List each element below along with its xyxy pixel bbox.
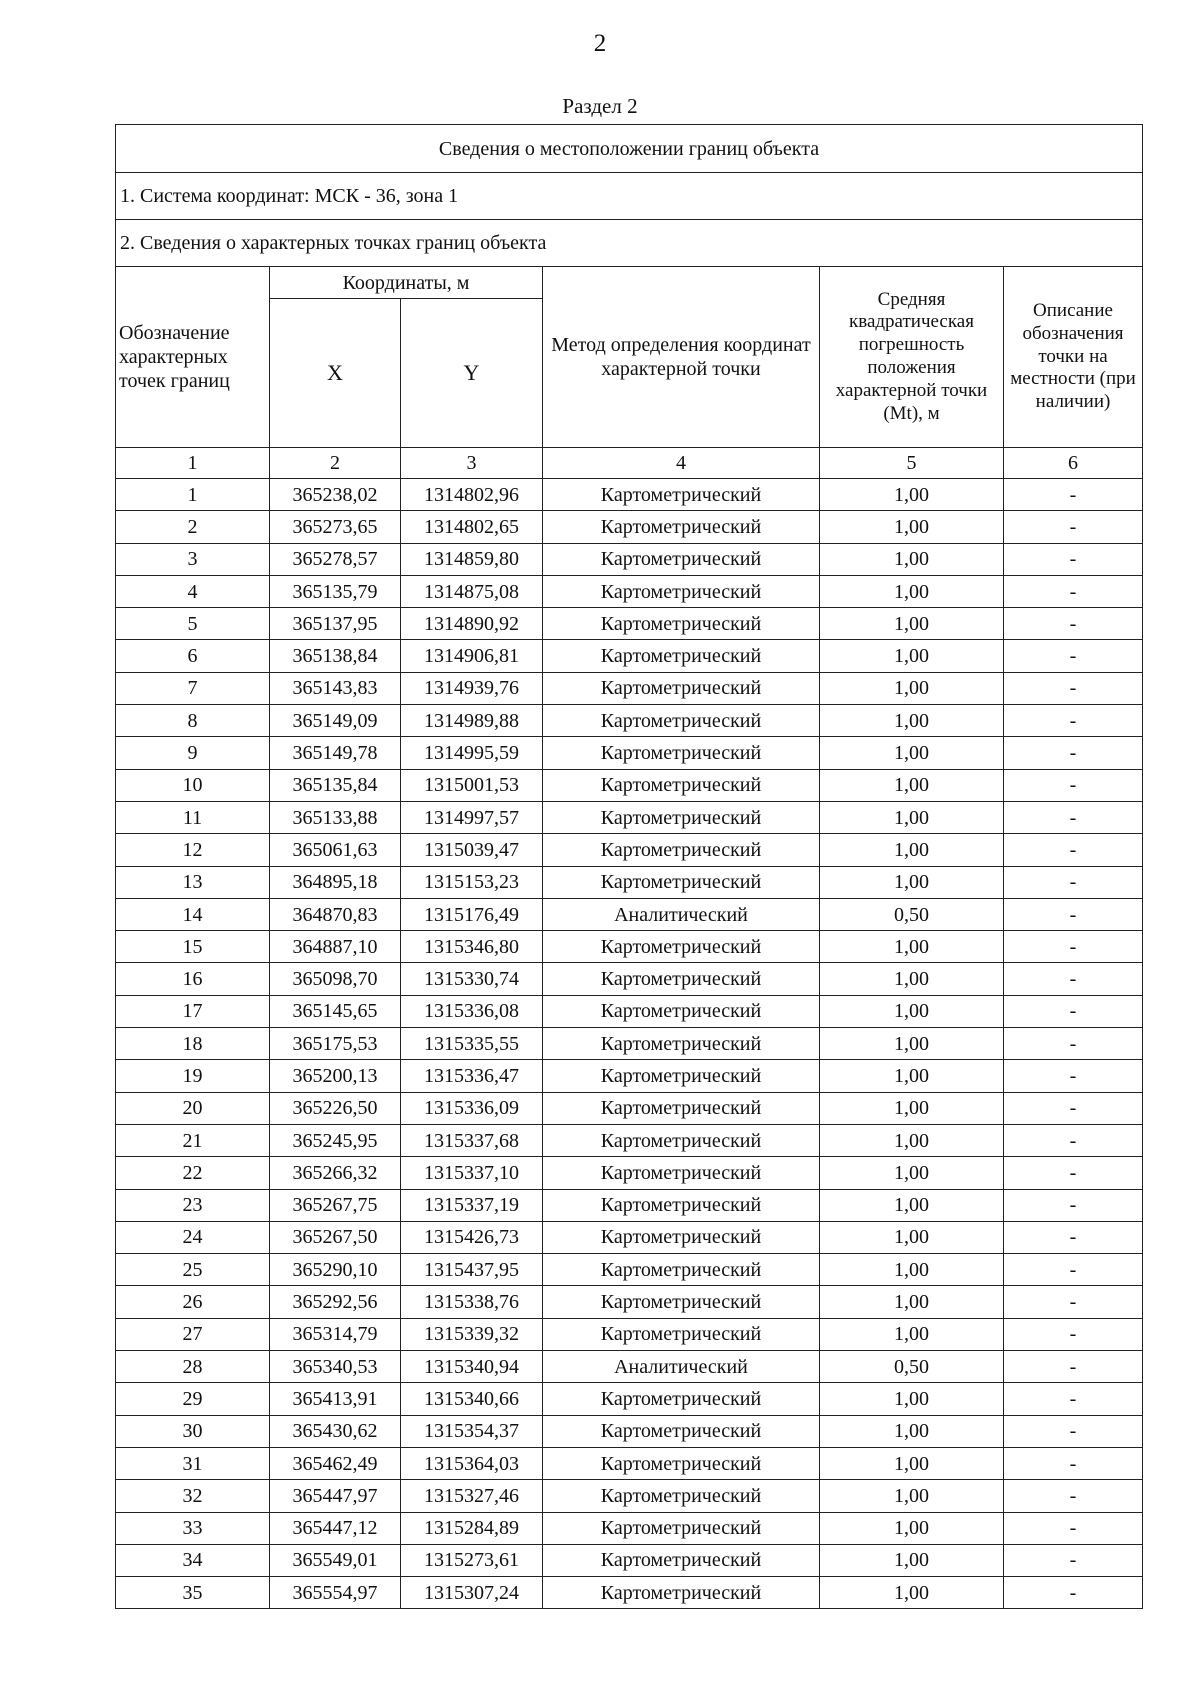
y-coordinate-cell: 1314802,96 (401, 479, 543, 511)
x-coordinate-cell: 365413,91 (270, 1383, 401, 1415)
y-coordinate-cell: 1315336,08 (401, 995, 543, 1027)
description-cell: - (1004, 1351, 1143, 1383)
x-coordinate-cell: 365145,65 (270, 995, 401, 1027)
x-coordinate-cell: 365098,70 (270, 963, 401, 995)
accuracy-cell: 1,00 (820, 963, 1004, 995)
table-row (116, 1124, 1143, 1156)
y-coordinate-cell: 1315284,89 (401, 1512, 543, 1544)
accuracy-cell: 1,00 (820, 640, 1004, 672)
accuracy-cell: 1,00 (820, 995, 1004, 1027)
description-cell: - (1004, 1124, 1143, 1156)
x-coordinate-cell: 365149,09 (270, 705, 401, 737)
point-number-cell: 34 (116, 1544, 270, 1576)
point-number-cell: 4 (116, 575, 270, 607)
point-number-cell: 32 (116, 1480, 270, 1512)
y-coordinate-cell: 1315426,73 (401, 1221, 543, 1253)
description-cell: - (1004, 1092, 1143, 1124)
x-coordinate-cell: 365554,97 (270, 1577, 401, 1609)
x-coordinate-cell: 365226,50 (270, 1092, 401, 1124)
x-coordinate-cell: 365135,84 (270, 769, 401, 801)
point-number-cell: 29 (116, 1383, 270, 1415)
x-coordinate-cell: 365238,02 (270, 479, 401, 511)
x-coordinate-cell: 365447,97 (270, 1480, 401, 1512)
method-cell: Картометрический (543, 1286, 820, 1318)
y-coordinate-cell: 1315340,94 (401, 1351, 543, 1383)
y-coordinate-cell: 1315346,80 (401, 931, 543, 963)
point-number-cell: 9 (116, 737, 270, 769)
header-x: X (270, 299, 401, 448)
method-cell: Картометрический (543, 511, 820, 543)
point-number-cell: 14 (116, 898, 270, 930)
description-cell: - (1004, 769, 1143, 801)
method-cell: Картометрический (543, 1060, 820, 1092)
description-cell: - (1004, 608, 1143, 640)
accuracy-cell: 1,00 (820, 1447, 1004, 1479)
accuracy-cell: 1,00 (820, 1577, 1004, 1609)
accuracy-cell: 1,00 (820, 1415, 1004, 1447)
method-cell: Картометрический (543, 1577, 820, 1609)
y-coordinate-cell: 1315001,53 (401, 769, 543, 801)
method-cell: Картометрический (543, 737, 820, 769)
table-row (116, 801, 1143, 833)
y-coordinate-cell: 1315339,32 (401, 1318, 543, 1350)
x-coordinate-cell: 365273,65 (270, 511, 401, 543)
method-cell: Картометрический (543, 1447, 820, 1479)
x-coordinate-cell: 365245,95 (270, 1124, 401, 1156)
x-coordinate-cell: 365133,88 (270, 801, 401, 833)
table-row (116, 866, 1143, 898)
description-cell: - (1004, 1028, 1143, 1060)
column-number: 6 (1004, 448, 1143, 479)
table-row (116, 543, 1143, 575)
header-coordinates: Координаты, м (270, 267, 543, 299)
accuracy-cell: 1,00 (820, 608, 1004, 640)
y-coordinate-cell: 1315327,46 (401, 1480, 543, 1512)
description-cell: - (1004, 640, 1143, 672)
point-number-cell: 2 (116, 511, 270, 543)
point-number-cell: 15 (116, 931, 270, 963)
description-cell: - (1004, 705, 1143, 737)
accuracy-cell: 0,50 (820, 898, 1004, 930)
y-coordinate-cell: 1315153,23 (401, 866, 543, 898)
section-title: Раздел 2 (562, 94, 638, 118)
y-coordinate-cell: 1315330,74 (401, 963, 543, 995)
description-cell: - (1004, 1383, 1143, 1415)
y-coordinate-cell: 1315337,10 (401, 1157, 543, 1189)
description-cell: - (1004, 866, 1143, 898)
description-cell: - (1004, 672, 1143, 704)
description-cell: - (1004, 1254, 1143, 1286)
x-coordinate-cell: 365175,53 (270, 1028, 401, 1060)
accuracy-cell: 1,00 (820, 479, 1004, 511)
x-coordinate-cell: 365292,56 (270, 1286, 401, 1318)
y-coordinate-cell: 1314997,57 (401, 801, 543, 833)
accuracy-cell: 1,00 (820, 575, 1004, 607)
table-row (116, 1544, 1143, 1576)
method-cell: Картометрический (543, 834, 820, 866)
accuracy-cell: 1,00 (820, 1286, 1004, 1318)
description-cell: - (1004, 834, 1143, 866)
method-cell: Картометрический (543, 866, 820, 898)
x-coordinate-cell: 365290,10 (270, 1254, 401, 1286)
description-cell: - (1004, 1318, 1143, 1350)
x-coordinate-cell: 365061,63 (270, 834, 401, 866)
accuracy-cell: 1,00 (820, 672, 1004, 704)
table-row (116, 705, 1143, 737)
x-coordinate-cell: 365430,62 (270, 1415, 401, 1447)
method-cell: Картометрический (543, 575, 820, 607)
x-coordinate-cell: 365149,78 (270, 737, 401, 769)
y-coordinate-cell: 1314906,81 (401, 640, 543, 672)
method-cell: Картометрический (543, 963, 820, 995)
accuracy-cell: 1,00 (820, 1124, 1004, 1156)
column-number: 4 (543, 448, 820, 479)
accuracy-cell: 1,00 (820, 1544, 1004, 1576)
accuracy-cell: 1,00 (820, 866, 1004, 898)
method-cell: Картометрический (543, 1254, 820, 1286)
point-number-cell: 31 (116, 1447, 270, 1479)
table-row (116, 1221, 1143, 1253)
table-row (116, 931, 1143, 963)
point-number-cell: 1 (116, 479, 270, 511)
point-number-cell: 16 (116, 963, 270, 995)
point-number-cell: 8 (116, 705, 270, 737)
point-number-cell: 28 (116, 1351, 270, 1383)
page-number: 2 (593, 30, 607, 57)
method-cell: Картометрический (543, 1480, 820, 1512)
y-coordinate-cell: 1315338,76 (401, 1286, 543, 1318)
method-cell: Картометрический (543, 705, 820, 737)
point-number-cell: 23 (116, 1189, 270, 1221)
method-cell: Картометрический (543, 543, 820, 575)
point-number-cell: 3 (116, 543, 270, 575)
description-cell: - (1004, 1447, 1143, 1479)
table-row (116, 898, 1143, 930)
header-method: Метод определения координат характерной точки (543, 267, 820, 448)
y-coordinate-cell: 1314939,76 (401, 672, 543, 704)
method-cell: Картометрический (543, 995, 820, 1027)
y-coordinate-cell: 1315336,09 (401, 1092, 543, 1124)
y-coordinate-cell: 1315337,68 (401, 1124, 543, 1156)
y-coordinate-cell: 1315354,37 (401, 1415, 543, 1447)
description-cell: - (1004, 1189, 1143, 1221)
x-coordinate-cell: 364895,18 (270, 866, 401, 898)
point-number-cell: 5 (116, 608, 270, 640)
column-number: 5 (820, 448, 1004, 479)
table-row (116, 1480, 1143, 1512)
y-coordinate-cell: 1315335,55 (401, 1028, 543, 1060)
y-coordinate-cell: 1315364,03 (401, 1447, 543, 1479)
point-number-cell: 11 (116, 801, 270, 833)
point-number-cell: 35 (116, 1577, 270, 1609)
method-cell: Картометрический (543, 479, 820, 511)
accuracy-cell: 1,00 (820, 801, 1004, 833)
point-number-cell: 27 (116, 1318, 270, 1350)
table-row (116, 995, 1143, 1027)
table-row (116, 1060, 1143, 1092)
point-number-cell: 21 (116, 1124, 270, 1156)
method-cell: Картометрический (543, 1415, 820, 1447)
table-row (116, 963, 1143, 995)
accuracy-cell: 1,00 (820, 737, 1004, 769)
point-number-cell: 20 (116, 1092, 270, 1124)
y-coordinate-cell: 1314995,59 (401, 737, 543, 769)
header-accuracy: Средняя квадратическая погрешность положения характерной точки (Mt), м (820, 267, 1004, 448)
point-number-cell: 13 (116, 866, 270, 898)
method-cell: Аналитический (543, 1351, 820, 1383)
x-coordinate-cell: 365340,53 (270, 1351, 401, 1383)
table-row (116, 575, 1143, 607)
table-row (116, 1157, 1143, 1189)
x-coordinate-cell: 365462,49 (270, 1447, 401, 1479)
method-cell: Картометрический (543, 608, 820, 640)
column-number: 1 (116, 448, 270, 479)
method-cell: Картометрический (543, 1544, 820, 1576)
table-row (116, 1415, 1143, 1447)
description-cell: - (1004, 1157, 1143, 1189)
method-cell: Картометрический (543, 1318, 820, 1350)
accuracy-cell: 1,00 (820, 1512, 1004, 1544)
accuracy-cell: 1,00 (820, 769, 1004, 801)
x-coordinate-cell: 364887,10 (270, 931, 401, 963)
description-cell: - (1004, 1221, 1143, 1253)
x-coordinate-cell: 365267,50 (270, 1221, 401, 1253)
point-number-cell: 30 (116, 1415, 270, 1447)
method-cell: Аналитический (543, 898, 820, 930)
x-coordinate-cell: 364870,83 (270, 898, 401, 930)
table-row (116, 672, 1143, 704)
table-row (116, 737, 1143, 769)
method-cell: Картометрический (543, 1092, 820, 1124)
method-cell: Картометрический (543, 1189, 820, 1221)
table-row (116, 511, 1143, 543)
method-cell: Картометрический (543, 1383, 820, 1415)
accuracy-cell: 1,00 (820, 834, 1004, 866)
y-coordinate-cell: 1315176,49 (401, 898, 543, 930)
method-cell: Картометрический (543, 769, 820, 801)
point-number-cell: 17 (116, 995, 270, 1027)
accuracy-cell: 1,00 (820, 543, 1004, 575)
point-number-cell: 26 (116, 1286, 270, 1318)
accuracy-cell: 0,50 (820, 1351, 1004, 1383)
method-cell: Картометрический (543, 1221, 820, 1253)
description-cell: - (1004, 898, 1143, 930)
table-row (116, 640, 1143, 672)
header-point-name: Обозначение характерных точек границ (116, 267, 270, 448)
column-number: 2 (270, 448, 401, 479)
accuracy-cell: 1,00 (820, 511, 1004, 543)
y-coordinate-cell: 1314989,88 (401, 705, 543, 737)
y-coordinate-cell: 1315273,61 (401, 1544, 543, 1576)
coordinate-system: 1. Система координат: МСК - 36, зона 1 (116, 173, 1143, 220)
header-y: Y (401, 299, 543, 448)
accuracy-cell: 1,00 (820, 1157, 1004, 1189)
table-row (116, 1447, 1143, 1479)
y-coordinate-cell: 1315336,47 (401, 1060, 543, 1092)
x-coordinate-cell: 365137,95 (270, 608, 401, 640)
point-number-cell: 12 (116, 834, 270, 866)
accuracy-cell: 1,00 (820, 1383, 1004, 1415)
table-row (116, 1092, 1143, 1124)
description-cell: - (1004, 1415, 1143, 1447)
header-description: Описание обозначения точки на местности (при наличии) (1004, 267, 1143, 448)
x-coordinate-cell: 365200,13 (270, 1060, 401, 1092)
table-row (116, 1383, 1143, 1415)
point-number-cell: 24 (116, 1221, 270, 1253)
description-cell: - (1004, 479, 1143, 511)
column-number: 3 (401, 448, 543, 479)
table-row (116, 1189, 1143, 1221)
description-cell: - (1004, 1577, 1143, 1609)
point-number-cell: 19 (116, 1060, 270, 1092)
x-coordinate-cell: 365278,57 (270, 543, 401, 575)
y-coordinate-cell: 1315340,66 (401, 1383, 543, 1415)
table-row (116, 608, 1143, 640)
description-cell: - (1004, 1480, 1143, 1512)
x-coordinate-cell: 365447,12 (270, 1512, 401, 1544)
table-row (116, 1577, 1143, 1609)
y-coordinate-cell: 1314875,08 (401, 575, 543, 607)
description-cell: - (1004, 995, 1143, 1027)
table-row (116, 1286, 1143, 1318)
description-cell: - (1004, 801, 1143, 833)
x-coordinate-cell: 365135,79 (270, 575, 401, 607)
x-coordinate-cell: 365143,83 (270, 672, 401, 704)
point-number-cell: 10 (116, 769, 270, 801)
points-caption: 2. Сведения о характерных точках границ объекта (116, 220, 1143, 267)
point-number-cell: 6 (116, 640, 270, 672)
y-coordinate-cell: 1315039,47 (401, 834, 543, 866)
table-row (116, 1351, 1143, 1383)
description-cell: - (1004, 737, 1143, 769)
point-number-cell: 7 (116, 672, 270, 704)
y-coordinate-cell: 1314859,80 (401, 543, 543, 575)
accuracy-cell: 1,00 (820, 931, 1004, 963)
table-row (116, 834, 1143, 866)
method-cell: Картометрический (543, 1157, 820, 1189)
point-number-cell: 25 (116, 1254, 270, 1286)
y-coordinate-cell: 1315307,24 (401, 1577, 543, 1609)
description-cell: - (1004, 931, 1143, 963)
method-cell: Картометрический (543, 931, 820, 963)
description-cell: - (1004, 1544, 1143, 1576)
point-number-cell: 18 (116, 1028, 270, 1060)
table-row (116, 479, 1143, 511)
accuracy-cell: 1,00 (820, 1221, 1004, 1253)
x-coordinate-cell: 365267,75 (270, 1189, 401, 1221)
description-cell: - (1004, 1286, 1143, 1318)
method-cell: Картометрический (543, 1512, 820, 1544)
accuracy-cell: 1,00 (820, 1060, 1004, 1092)
accuracy-cell: 1,00 (820, 1254, 1004, 1286)
method-cell: Картометрический (543, 1028, 820, 1060)
accuracy-cell: 1,00 (820, 1189, 1004, 1221)
table-title: Сведения о местоположении границ объекта (116, 125, 1143, 173)
table-row (116, 1318, 1143, 1350)
y-coordinate-cell: 1315337,19 (401, 1189, 543, 1221)
method-cell: Картометрический (543, 1124, 820, 1156)
accuracy-cell: 1,00 (820, 1480, 1004, 1512)
y-coordinate-cell: 1314890,92 (401, 608, 543, 640)
x-coordinate-cell: 365266,32 (270, 1157, 401, 1189)
boundary-points-table (115, 124, 1143, 1609)
point-number-cell: 33 (116, 1512, 270, 1544)
description-cell: - (1004, 963, 1143, 995)
method-cell: Картометрический (543, 801, 820, 833)
accuracy-cell: 1,00 (820, 1028, 1004, 1060)
y-coordinate-cell: 1314802,65 (401, 511, 543, 543)
x-coordinate-cell: 365138,84 (270, 640, 401, 672)
table-row (116, 1512, 1143, 1544)
accuracy-cell: 1,00 (820, 705, 1004, 737)
column-numbers-row (116, 448, 1143, 479)
point-number-cell: 22 (116, 1157, 270, 1189)
method-cell: Картометрический (543, 672, 820, 704)
accuracy-cell: 1,00 (820, 1318, 1004, 1350)
y-coordinate-cell: 1315437,95 (401, 1254, 543, 1286)
table-row (116, 769, 1143, 801)
table-row (116, 1254, 1143, 1286)
accuracy-cell: 1,00 (820, 1092, 1004, 1124)
description-cell: - (1004, 543, 1143, 575)
description-cell: - (1004, 1060, 1143, 1092)
method-cell: Картометрический (543, 640, 820, 672)
table-row (116, 1028, 1143, 1060)
description-cell: - (1004, 511, 1143, 543)
description-cell: - (1004, 575, 1143, 607)
description-cell: - (1004, 1512, 1143, 1544)
x-coordinate-cell: 365549,01 (270, 1544, 401, 1576)
x-coordinate-cell: 365314,79 (270, 1318, 401, 1350)
